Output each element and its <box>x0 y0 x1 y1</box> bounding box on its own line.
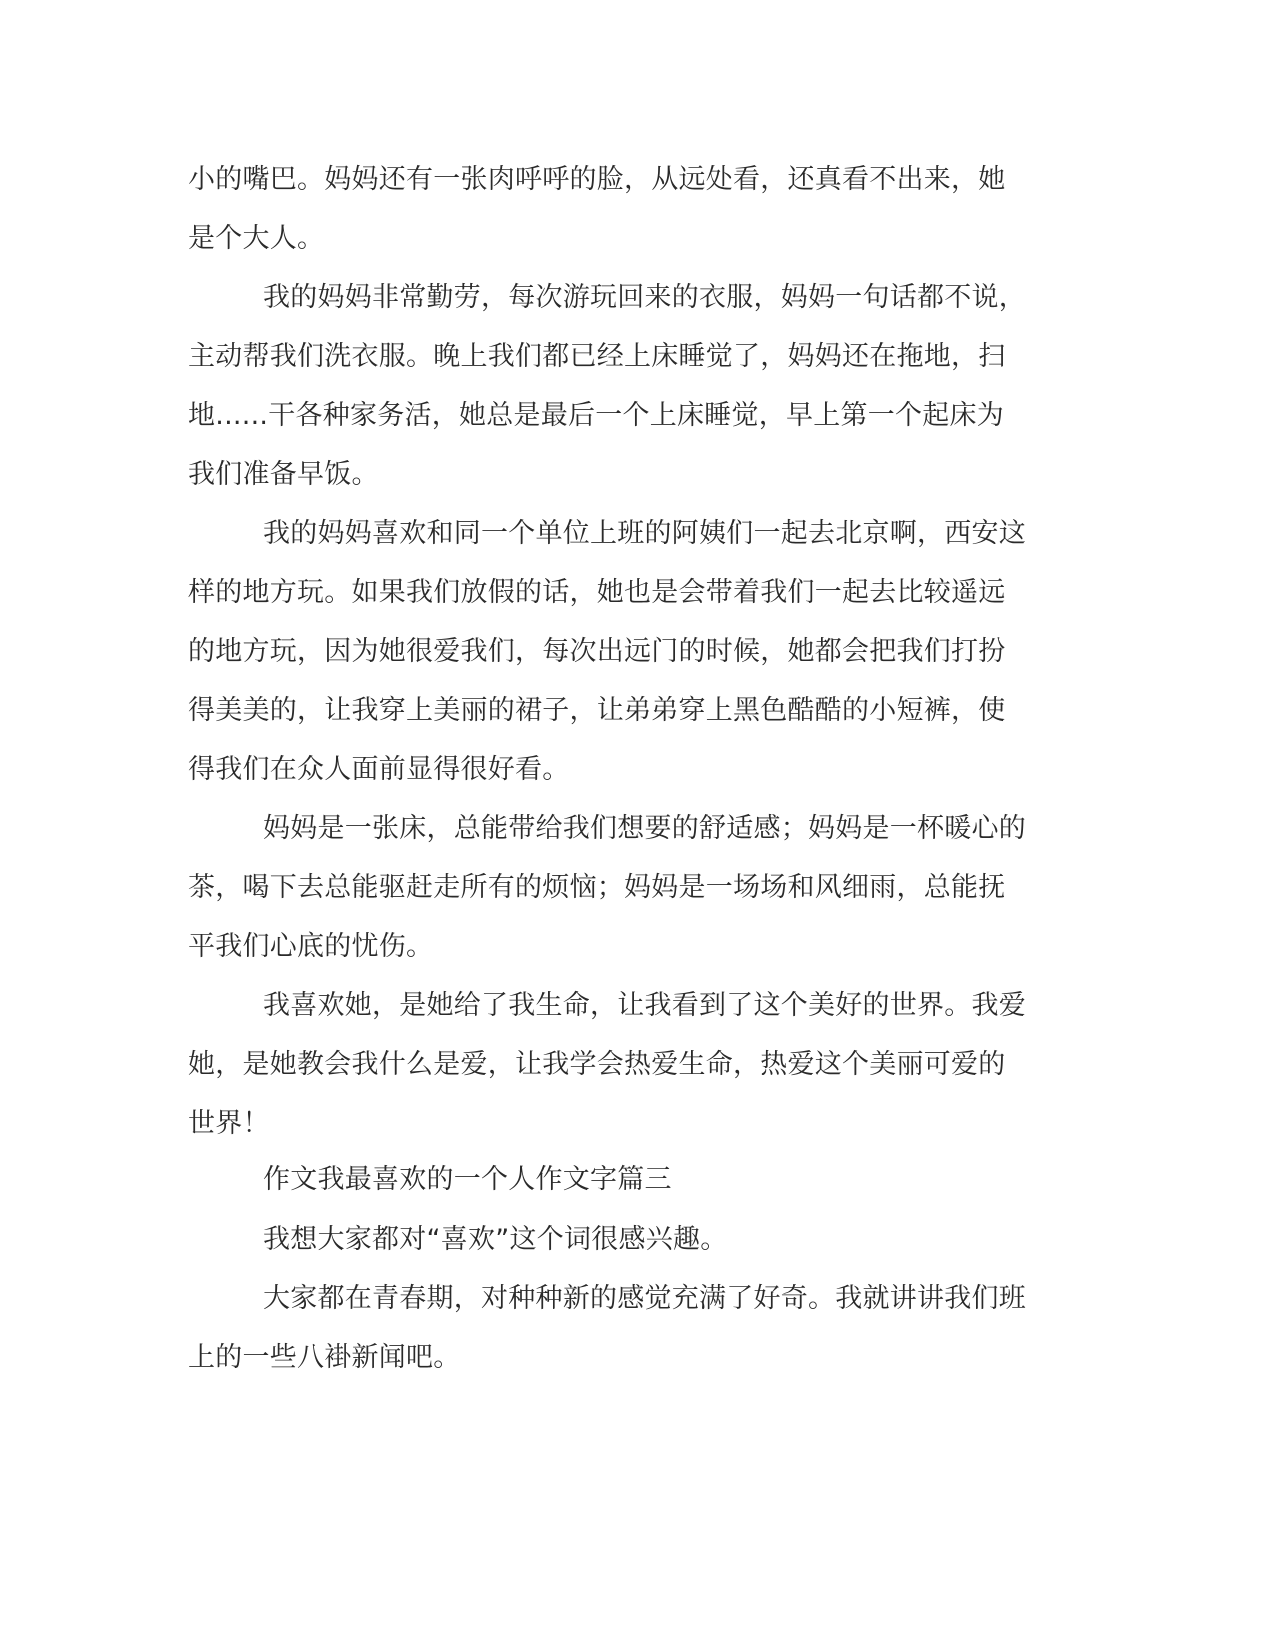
paragraph-line: 的地方玩，因为她很爱我们，每次出远门的时候，她都会把我们打扮 <box>188 636 1006 667</box>
paragraph-line: 得我们在众人面前显得很好看。 <box>188 754 570 785</box>
paragraph-line: 小的嘴巴。妈妈还有一张肉呼呼的脸，从远处看，还真看不出来，她 <box>188 164 1006 195</box>
paragraph-line: 世界！ <box>188 1108 270 1139</box>
paragraph-line: 她，是她教会我什么是爱，让我学会热爱生命，热爱这个美丽可爱的 <box>188 1049 1006 1080</box>
paragraph-line: 是个大人。 <box>188 223 325 254</box>
paragraph-line: 妈妈是一张床，总能带给我们想要的舒适感；妈妈是一杯暖心的 <box>263 813 1026 844</box>
paragraph-line: 我的妈妈非常勤劳，每次游玩回来的衣服，妈妈一句话都不说， <box>263 282 1026 313</box>
section-heading: 作文我最喜欢的一个人作文字篇三 <box>263 1164 672 1195</box>
paragraph-line: 样的地方玩。如果我们放假的话，她也是会带着我们一起去比较遥远 <box>188 577 1006 608</box>
paragraph-line: 我想大家都对“喜欢”这个词很感兴趣。 <box>263 1224 728 1255</box>
paragraph-line: 得美美的，让我穿上美丽的裙子，让弟弟穿上黑色酷酷的小短裤，使 <box>188 695 1006 726</box>
paragraph-line: 大家都在青春期，对种种新的感觉充满了好奇。我就讲讲我们班 <box>263 1283 1026 1314</box>
paragraph-line: 地......干各种家务活，她总是最后一个上床睡觉，早上第一个起床为 <box>188 400 1004 431</box>
paragraph-line: 茶，喝下去总能驱赶走所有的烦恼；妈妈是一场场和风细雨，总能抚 <box>188 872 1006 903</box>
paragraph-line: 平我们心底的忧伤。 <box>188 931 434 962</box>
paragraph-line: 我们准备早饭。 <box>188 459 379 490</box>
paragraph-line: 我喜欢她，是她给了我生命，让我看到了这个美好的世界。我爱 <box>263 990 1026 1021</box>
paragraph-line: 主动帮我们洗衣服。晚上我们都已经上床睡觉了，妈妈还在拖地，扫 <box>188 341 1006 372</box>
paragraph-line: 上的一些八褂新闻吧。 <box>188 1342 461 1373</box>
paragraph-line: 我的妈妈喜欢和同一个单位上班的阿姨们一起去北京啊，西安这 <box>263 518 1026 549</box>
